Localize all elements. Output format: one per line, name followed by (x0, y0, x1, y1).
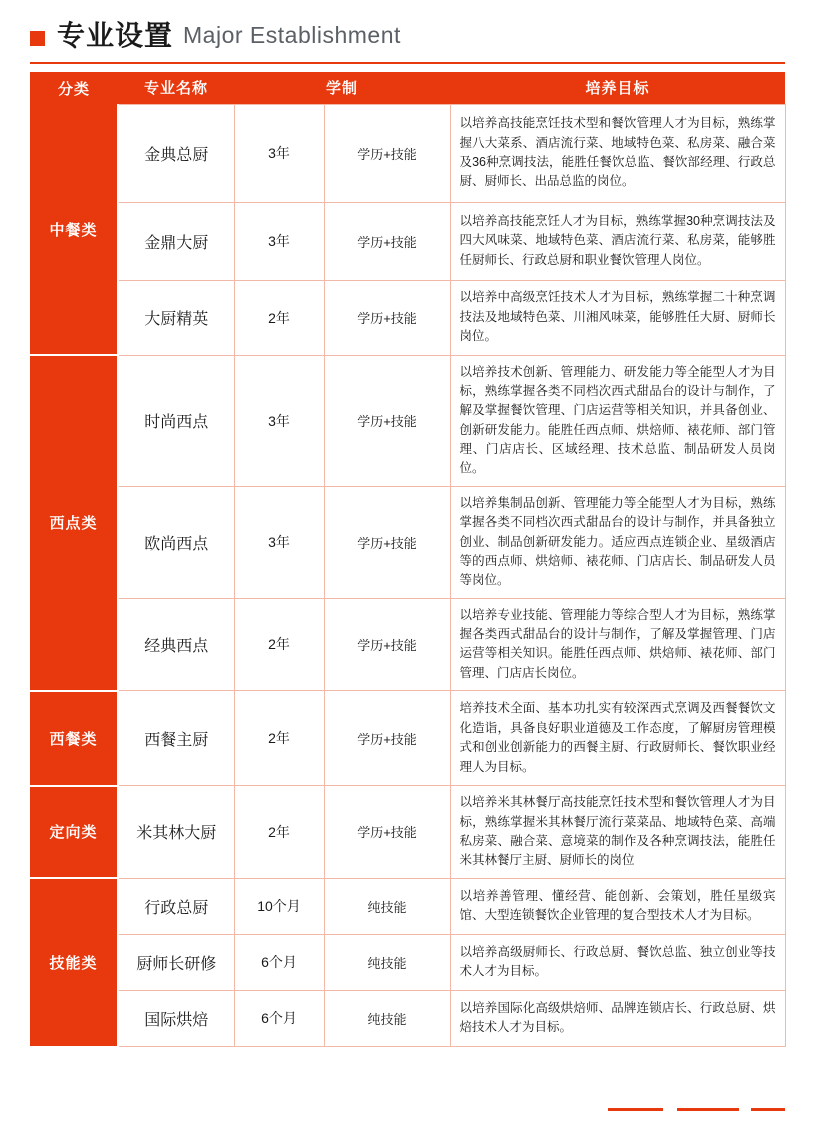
table-header-row (30, 72, 785, 104)
footer-decoration-bar-3 (751, 1108, 785, 1111)
major-name: 经典西点 (118, 598, 234, 691)
major-name: 欧尚西点 (118, 486, 234, 598)
major-length: 2年 (234, 691, 324, 786)
major-type: 纯技能 (324, 878, 450, 934)
major-name: 时尚西点 (118, 355, 234, 486)
major-goal: 以培养专业技能、管理能力等综合型人才为目标，熟练掌握各类西式甜品台的设计与制作，了解及掌握管理、门店运营等相关知识。能胜任西点师、烘焙师、裱花师、部门管理、门店店长岗位。 (450, 598, 785, 691)
major-length: 3年 (234, 202, 324, 280)
major-length: 3年 (234, 355, 324, 486)
major-goal: 以培养米其林餐厅高技能烹饪技术型和餐饮管理人才为目标，熟练掌握米其林餐厅流行菜菜品、地域特色菜、高端私房菜、融合菜、意境菜的制作及各种烹调技法，能胜任米其林餐厅主厨、厨师长的岗位 (450, 786, 785, 879)
major-name: 米其林大厨 (118, 786, 234, 879)
major-goal: 以培养国际化高级烘焙师、品牌连锁店长、行政总厨、烘焙技术人才为目标。 (450, 990, 785, 1046)
footer-decoration-bar-2 (677, 1108, 739, 1111)
major-type: 学历+技能 (324, 104, 450, 202)
major-goal: 以培养集制品创新、管理能力等全能型人才为目标，熟练掌握各类不同档次西式甜品台的设计与制作，并具备独立创业、制品创新研发能力。适应西点连锁企业、星级酒店等的西点师、烘焙师、裱花师、门店店长、制品研发人员等岗位。 (450, 486, 785, 598)
major-length: 2年 (234, 280, 324, 355)
table-row (30, 990, 785, 1046)
major-length: 2年 (234, 598, 324, 691)
page-title-cn: 专业设置 (57, 20, 174, 51)
category-cell-western: 西餐类 (30, 691, 118, 786)
category-cell-chinese: 中餐类 (30, 104, 118, 355)
major-goal: 以培养善管理、懂经营、能创新、会策划，胜任星级宾馆、大型连锁餐饮企业管理的复合型技术人才为目标。 (450, 878, 785, 934)
table-row (30, 486, 785, 598)
major-goal: 以培养高技能烹饪技术型和餐饮管理人才为目标，熟练掌握八大菜系、酒店流行菜、地域特色菜、私房菜、融合菜及36种烹调技法，能胜任餐饮总监、餐饮部经理、行政总厨、厨师长、出品总监的岗位。 (450, 104, 785, 202)
major-length: 2年 (234, 786, 324, 879)
category-cell-targeted: 定向类 (30, 786, 118, 879)
major-name: 大厨精英 (118, 280, 234, 355)
major-type: 学历+技能 (324, 280, 450, 355)
category-cell-skill: 技能类 (30, 878, 118, 1046)
major-name: 厨师长研修 (118, 934, 234, 990)
major-length: 3年 (234, 486, 324, 598)
major-name: 金鼎大厨 (118, 202, 234, 280)
major-type: 学历+技能 (324, 202, 450, 280)
major-type: 纯技能 (324, 990, 450, 1046)
column-header-category: 分类 (30, 72, 118, 104)
major-type: 学历+技能 (324, 486, 450, 598)
page-header (30, 22, 401, 50)
table-row (30, 355, 785, 486)
major-length: 10个月 (234, 878, 324, 934)
major-goal: 培养技术全面、基本功扎实有较深西式烹调及西餐餐饮文化造诣，具备良好职业道德及工作态度，了解厨房管理模式和创业创新能力的西餐主厨、行政厨师长、餐饮职业经理人为目标。 (450, 691, 785, 786)
page-title-en: Major Establishment (183, 22, 401, 48)
table-row (30, 104, 785, 202)
table-row (30, 202, 785, 280)
major-length: 6个月 (234, 934, 324, 990)
major-goal: 以培养中高级烹饪技术人才为目标，熟练掌握二十种烹调技法及地域特色菜、川湘风味菜，能够胜任大厨、厨师长岗位。 (450, 280, 785, 355)
column-header-duration: 学制 (234, 72, 450, 104)
table-row (30, 786, 785, 879)
major-name: 金典总厨 (118, 104, 234, 202)
major-length: 6个月 (234, 990, 324, 1046)
major-length: 3年 (234, 104, 324, 202)
table-row (30, 598, 785, 691)
major-type: 学历+技能 (324, 786, 450, 879)
table-row (30, 878, 785, 934)
header-divider (30, 62, 785, 64)
major-name: 国际烘焙 (118, 990, 234, 1046)
major-type: 纯技能 (324, 934, 450, 990)
major-type: 学历+技能 (324, 598, 450, 691)
table-row (30, 280, 785, 355)
major-goal: 以培养技术创新、管理能力、研发能力等全能型人才为目标，熟练掌握各类不同档次西式甜品台的设计与制作，了解及掌握餐饮管理、门店运营等相关知识，并具备创业、创新研发能力。能胜任西点师、烘焙师、裱花师、部门管理、门店店长、区域经理、技术总监、制品研发人员岗位。 (450, 355, 785, 486)
major-table-wrapper (30, 72, 785, 1047)
header-square-bullet-icon (30, 31, 45, 46)
major-name: 行政总厨 (118, 878, 234, 934)
column-header-major: 专业名称 (118, 72, 234, 104)
major-type: 学历+技能 (324, 355, 450, 486)
major-name: 西餐主厨 (118, 691, 234, 786)
table-row (30, 934, 785, 990)
major-type: 学历+技能 (324, 691, 450, 786)
table-row (30, 691, 785, 786)
major-table (30, 72, 786, 1047)
category-cell-pastry: 西点类 (30, 355, 118, 691)
major-goal: 以培养高级厨师长、行政总厨、餐饮总监、独立创业等技术人才为目标。 (450, 934, 785, 990)
footer-decoration-bar-1 (608, 1108, 663, 1111)
major-goal: 以培养高技能烹饪人才为目标，熟练掌握30种烹调技法及四大风味菜、地域特色菜、酒店流行菜、私房菜，能够胜任厨师长、行政总厨和职业餐饮管理人岗位。 (450, 202, 785, 280)
column-header-goal: 培养目标 (450, 72, 785, 104)
